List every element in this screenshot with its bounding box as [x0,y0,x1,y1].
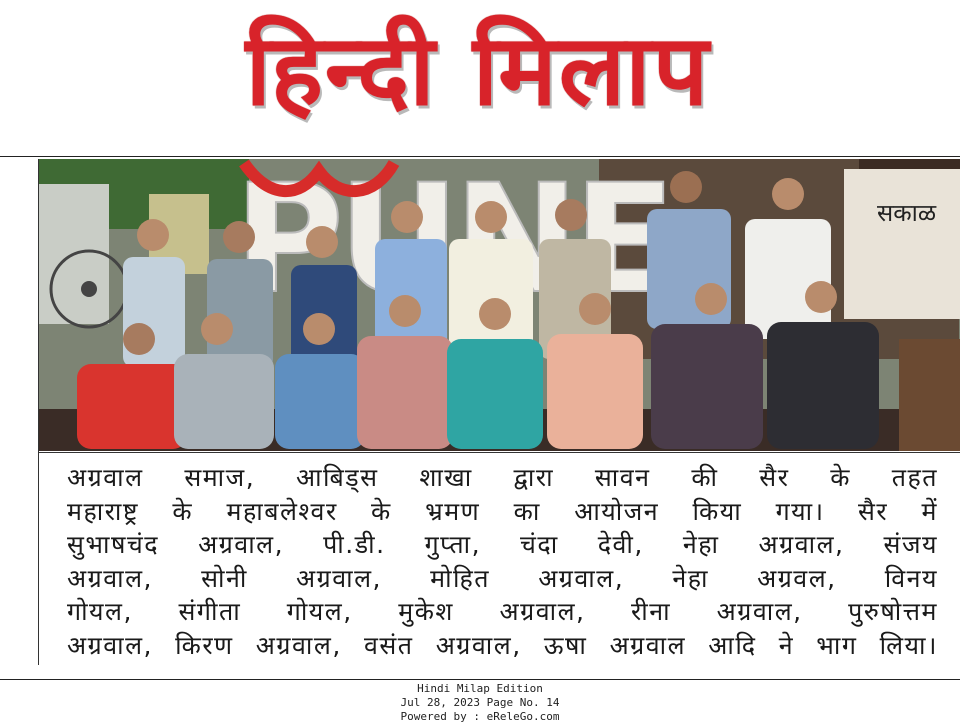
bottom-divider [0,679,960,680]
group-photo-illustration [39,159,960,451]
masthead-title: हिन्दी मिलाप [245,13,711,128]
footer [0,682,960,724]
photo-caption: अग्रवाल समाज, आबिड्स शाखा द्वारा सावन की सैर के तहत महाराष्ट्र के महाबलेश्वर के भ्रमण का आयोजन किया गया। सैर में सुभाषचंद अग्रवाल, पी.डी. गुप्ता, चंदा देवी, नेहा अग्रवाल, संजय अग्रवाल, सोनी अग्रवाल, मोहित अग्रवाल, नेहा अग्रवल, विनय गोयल, संगीता गोयल, मुकेश अग्रवाल, रीना अग्रवाल, पुरुषोत्तम अग्रवाल, किरण अग्रवाल, वसंत अग्रवाल, ऊषा अग्रवाल आदि ने भाग लिया। [67,463,938,660]
caption-box [39,452,960,665]
footer-edition: Hindi Milap Edition [417,682,543,695]
board-text: सकाळ [877,199,937,227]
news-clipping [38,159,960,665]
top-divider [0,156,960,157]
group-photo [39,159,960,451]
masthead [0,0,960,156]
footer-powered-by: Powered by : eReleGo.com [400,710,560,723]
footer-date-page: Jul 28, 2023 Page No. 14 [400,696,560,709]
